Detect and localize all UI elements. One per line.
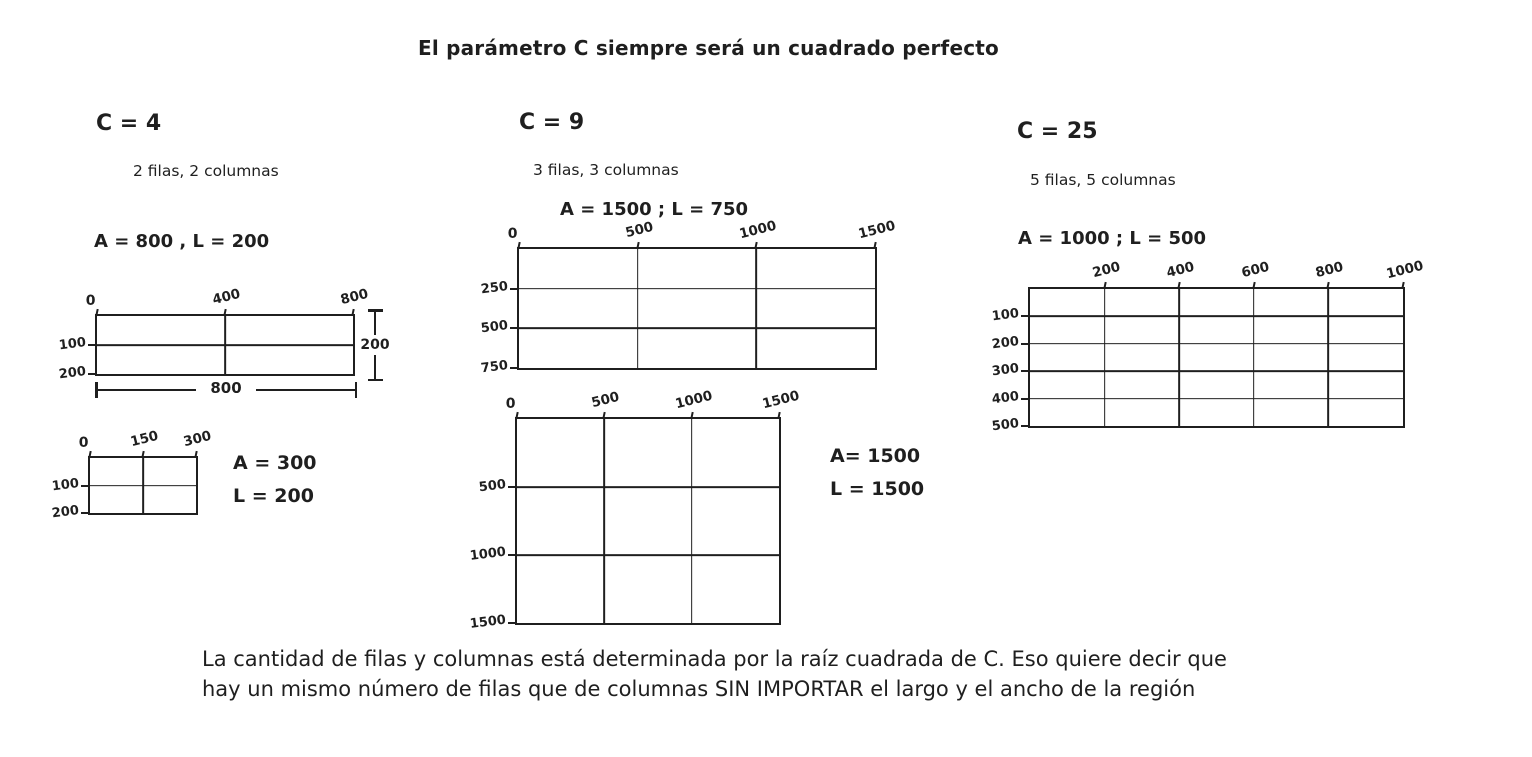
grid-c4-region-800x200 <box>58 285 371 383</box>
y-axis-tick-label: 200 <box>58 364 87 383</box>
grid-vertical-line <box>1104 289 1106 426</box>
grid-vertical-line <box>1178 289 1180 426</box>
y-axis-tick <box>510 288 519 290</box>
side-text-line-l: L = 1500 <box>830 478 925 500</box>
y-axis-tick <box>1021 370 1030 372</box>
grid-horizontal-line <box>519 327 875 329</box>
section-c9-subheading: 3 filas, 3 columnas <box>533 161 679 179</box>
x-axis-tick-label: 200 <box>1090 258 1122 282</box>
section-c25-params: A = 1000 ; L = 500 <box>1018 228 1207 249</box>
x-axis-tick-label: 150 <box>128 427 161 451</box>
x-axis-tick-label: 1500 <box>856 217 898 243</box>
grid-c9-region-1500x750 <box>480 217 898 377</box>
x-axis-tick <box>1401 282 1404 289</box>
x-axis-tick-label: 400 <box>1164 258 1197 282</box>
y-axis-tick-label: 400 <box>991 388 1020 407</box>
x-axis-tick <box>141 451 144 458</box>
grid-horizontal-line <box>1030 316 1403 318</box>
footer-note <box>202 644 1227 704</box>
y-axis-tick <box>510 327 519 329</box>
x-axis-tick <box>1327 282 1330 289</box>
x-axis-tick <box>88 451 91 458</box>
grid-c9-side-text <box>830 440 924 506</box>
y-axis-tick <box>88 344 97 346</box>
x-axis-tick-label: 1500 <box>760 387 802 413</box>
y-axis-tick-label: 500 <box>478 477 507 496</box>
x-axis-tick-label: 600 <box>1239 258 1271 282</box>
grid-vertical-line <box>755 249 757 368</box>
x-axis-tick <box>755 242 758 249</box>
section-c4-subheading: 2 filas, 2 columnas <box>133 162 279 180</box>
x-axis-tick <box>777 412 780 419</box>
grid-vertical-line <box>1253 289 1255 426</box>
dim-cap-bottom <box>368 379 383 382</box>
y-axis-tick-label: 750 <box>480 358 509 377</box>
grid-vertical-line <box>691 419 693 623</box>
section-c25-subheading: 5 filas, 5 columnas <box>1030 171 1176 189</box>
y-axis-tick-label: 500 <box>991 416 1020 435</box>
grid-horizontal-line <box>1030 343 1403 345</box>
grid-c4-side-text <box>233 447 317 513</box>
grid-c4-region-300x200 <box>51 427 214 522</box>
section-c4-heading: C = 4 <box>96 111 162 136</box>
y-axis-tick <box>81 485 90 487</box>
x-axis-tick-label: 300 <box>181 427 214 451</box>
x-axis-tick <box>223 309 226 316</box>
y-axis-tick <box>88 373 97 375</box>
x-axis-tick <box>636 242 639 249</box>
width-dimension-marker <box>95 381 357 399</box>
y-axis-tick <box>510 367 519 369</box>
grid-c9-region-1500x1500 <box>469 387 802 632</box>
y-axis-tick-label: 1500 <box>469 612 507 632</box>
x-axis-tick <box>1252 282 1255 289</box>
grid-horizontal-line <box>90 485 196 487</box>
dim-stem-top <box>374 312 377 336</box>
x-axis-tick <box>873 242 876 249</box>
x-axis-tick-label: 0 <box>505 396 516 412</box>
x-axis-tick <box>194 451 197 458</box>
x-axis-tick <box>1177 282 1180 289</box>
x-axis-tick <box>351 309 354 316</box>
grid-vertical-line <box>603 419 605 623</box>
x-axis-tick-label: 0 <box>507 226 518 242</box>
footer-line-1: La cantidad de filas y columnas está determinada por la raíz cuadrada de C. Eso quiere decir que <box>202 647 1227 671</box>
width-dimension-label: 800 <box>210 379 242 397</box>
grid-vertical-line <box>1328 289 1330 426</box>
y-axis-tick <box>1021 315 1030 317</box>
footer-line-2: hay un mismo número de filas que de columnas SIN IMPORTAR el largo y el ancho de la región <box>202 677 1196 701</box>
y-axis-tick-label: 250 <box>480 278 509 298</box>
grid-horizontal-line <box>1030 398 1403 400</box>
dim-end-right <box>355 382 358 398</box>
side-text-line-a: A= 1500 <box>830 445 921 467</box>
grid-horizontal-line <box>1030 370 1403 372</box>
x-axis-tick-label: 1000 <box>1384 257 1426 283</box>
x-axis-tick-label: 500 <box>623 218 655 242</box>
grid-horizontal-line <box>517 554 779 556</box>
x-axis-tick-label: 0 <box>78 435 89 451</box>
y-axis-tick-label: 100 <box>58 335 87 354</box>
page-title: El parámetro C siempre será un cuadrado perfecto <box>418 36 999 60</box>
y-axis-tick-label: 300 <box>991 361 1020 380</box>
grid-vertical-line <box>637 249 639 368</box>
y-axis-tick-label: 200 <box>991 333 1020 353</box>
x-axis-tick <box>690 412 693 419</box>
y-axis-tick <box>1021 425 1030 427</box>
x-axis-tick <box>517 242 520 249</box>
x-axis-tick <box>515 412 518 419</box>
grid-c25-region-1000x500 <box>991 257 1426 435</box>
height-dimension-label: 200 <box>360 337 390 353</box>
y-axis-tick-label: 500 <box>480 318 509 337</box>
y-axis-tick-label: 200 <box>51 503 80 522</box>
grid-horizontal-line <box>97 344 353 346</box>
x-axis-tick <box>1103 282 1106 289</box>
y-axis-tick <box>508 486 517 488</box>
x-axis-tick-label: 800 <box>338 285 371 309</box>
section-c4-params: A = 800 , L = 200 <box>94 231 270 252</box>
x-axis-tick-label: 800 <box>1314 258 1346 282</box>
grid-horizontal-line <box>519 288 875 290</box>
x-axis-tick <box>603 412 606 419</box>
section-c9-params: A = 1500 ; L = 750 <box>560 199 749 220</box>
x-axis-tick <box>95 309 98 316</box>
y-axis-tick-label: 1000 <box>469 544 507 564</box>
y-axis-tick <box>1021 398 1030 400</box>
dim-stem-bottom <box>374 355 377 379</box>
y-axis-tick-label: 100 <box>991 306 1020 325</box>
y-axis-tick <box>508 622 517 624</box>
section-c9-heading: C = 9 <box>519 110 585 135</box>
x-axis-tick-label: 400 <box>210 285 243 309</box>
side-text-line-l: L = 200 <box>233 485 314 507</box>
y-axis-tick <box>508 554 517 556</box>
x-axis-tick-label: 0 <box>85 293 96 309</box>
dim-line-right <box>256 389 355 392</box>
y-axis-tick <box>81 512 90 514</box>
side-text-line-a: A = 300 <box>233 452 317 474</box>
dim-line-left <box>98 389 197 392</box>
x-axis-tick-label: 500 <box>590 388 622 412</box>
section-c25-heading: C = 25 <box>1017 119 1098 144</box>
x-axis-tick-label: 1000 <box>738 217 779 243</box>
height-dimension-marker <box>360 309 390 381</box>
grid-horizontal-line <box>517 486 779 488</box>
y-axis-tick-label: 100 <box>51 475 80 494</box>
y-axis-tick <box>1021 343 1030 345</box>
x-axis-tick-label: 1000 <box>673 387 714 413</box>
